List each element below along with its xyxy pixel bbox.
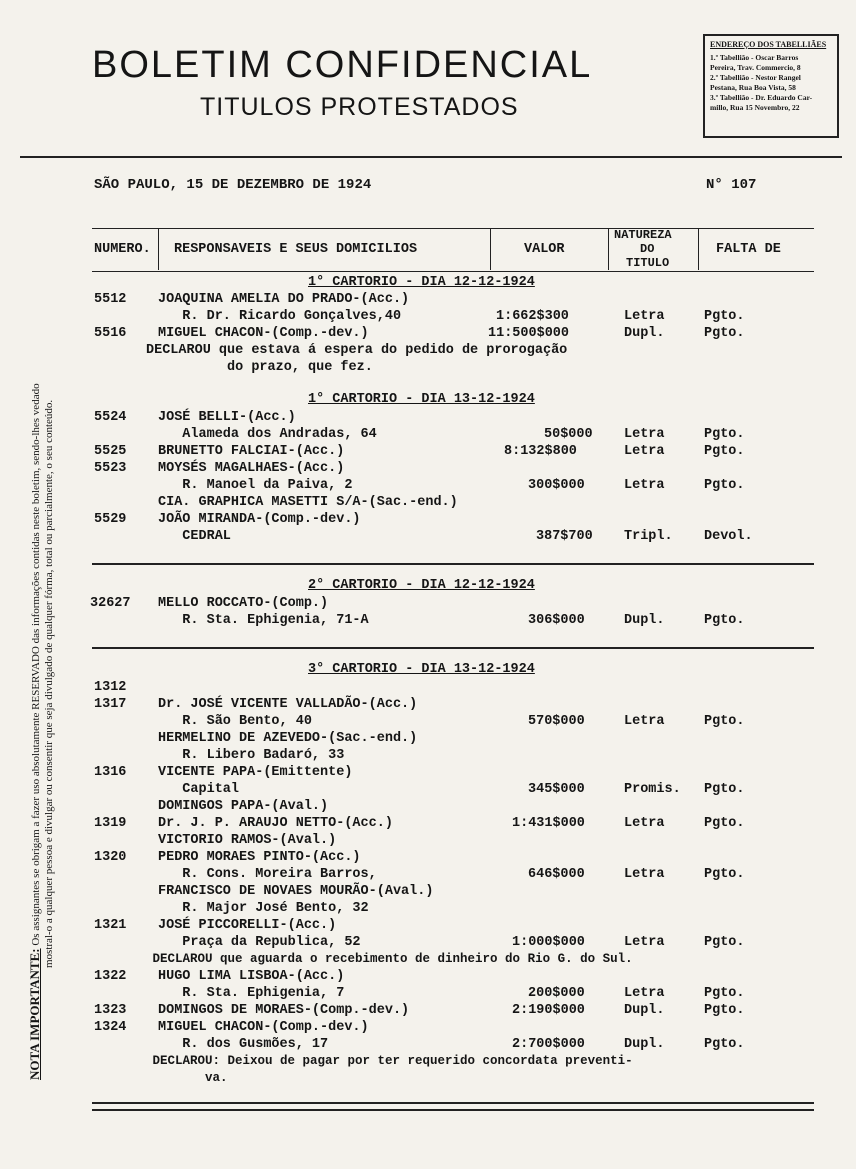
- entry-falta: Pgto.: [704, 867, 745, 882]
- bulletin-number: N° 107: [706, 177, 757, 193]
- entry-text: R. Major José Bento, 32: [158, 901, 369, 916]
- entry-text: JOAQUINA AMELIA DO PRADO-(Acc.): [158, 292, 410, 307]
- side-note-line: mostral-o a qualquer pessoa e divulgar ou consentir que seja divulgado de qualquer fórma, total ou parcialmente, o seu conteúdo.: [43, 399, 55, 968]
- column-divider: [490, 228, 491, 270]
- entry-value: 2:190$000: [512, 1003, 585, 1018]
- cartorio-heading: 2° CARTORIO - DIA 12-12-1924: [308, 578, 535, 593]
- cartorio-heading: 1° CARTORIO - DIA 12-12-1924: [308, 275, 535, 290]
- entry-value: 1:662$300: [496, 309, 569, 324]
- column-numero: NUMERO.: [94, 242, 151, 257]
- entry-nature: Promis.: [624, 782, 681, 797]
- tabelliaes-address-box: [703, 34, 839, 138]
- entry-value: 11:500$000: [488, 326, 570, 341]
- entry-text: JOÃO MIRANDA-(Comp.-dev.): [158, 512, 361, 527]
- entry-text: R. Libero Badaró, 33: [158, 748, 345, 763]
- entry-falta: Pgto.: [704, 986, 745, 1001]
- footer-rule: [92, 1102, 814, 1104]
- entry-text: BRUNETTO FALCIAI-(Acc.): [158, 444, 345, 459]
- side-note-line: Os assignantes se obrigam a fazer uso absolutamente RESERVADO das informações contidas neste boletim, sendo-lhes vedado: [30, 383, 42, 946]
- entry-text: VICENTE PAPA-(Emittente): [158, 765, 353, 780]
- entry-nature: Dupl.: [624, 1003, 665, 1018]
- entry-falta: Pgto.: [704, 427, 745, 442]
- entry-text: JOSÉ BELLI-(Acc.): [158, 410, 296, 425]
- address-line: Pereira, Trav. Commercio, 8: [710, 63, 801, 72]
- entry-value: 1:431$000: [512, 816, 585, 831]
- entry-number: 1319: [94, 816, 127, 831]
- address-box-title: ENDEREÇO DOS TABELLIÃES: [710, 40, 827, 49]
- entry-text: MIGUEL CHACON-(Comp.-dev.): [158, 326, 369, 341]
- entry-value: 306$000: [528, 613, 585, 628]
- entry-number: 1321: [94, 918, 127, 933]
- cartorio-heading: 3° CARTORIO - DIA 13-12-1924: [308, 662, 535, 677]
- entry-text: MIGUEL CHACON-(Comp.-dev.): [158, 1020, 369, 1035]
- entry-number: 5512: [94, 292, 127, 307]
- address-line: Pestana, Rua Boa Vista, 58: [710, 83, 796, 92]
- entry-text: VICTORIO RAMOS-(Aval.): [158, 833, 337, 848]
- entry-text: R. Cons. Moreira Barros,: [158, 867, 377, 882]
- entry-nature: Dupl.: [624, 613, 665, 628]
- entry-number: 5523: [94, 461, 127, 476]
- column-valor: VALOR: [524, 242, 565, 257]
- declaration-text: va.: [130, 1071, 228, 1085]
- entry-value: 8:132$800: [504, 444, 577, 459]
- entry-text: FRANCISCO DE NOVAES MOURÃO-(Aval.): [158, 884, 434, 899]
- entry-number: 1322: [94, 969, 127, 984]
- declaration-text: DECLAROU: Deixou de pagar por ter requerido concordata preventi-: [130, 1054, 633, 1068]
- entry-text: JOSÉ PICCORELLI-(Acc.): [158, 918, 337, 933]
- entry-falta: Pgto.: [704, 935, 745, 950]
- entry-value: 200$000: [528, 986, 585, 1001]
- column-natureza: NATUREZA: [614, 228, 672, 242]
- entry-falta: Pgto.: [704, 816, 745, 831]
- entry-number: 5529: [94, 512, 127, 527]
- column-divider: [608, 228, 609, 270]
- entry-value: 646$000: [528, 867, 585, 882]
- entry-value: 345$000: [528, 782, 585, 797]
- entry-text: DOMINGOS DE MORAES-(Comp.-dev.): [158, 1003, 410, 1018]
- entry-text: Praça da Republica, 52: [158, 935, 361, 950]
- entry-text: R. São Bento, 40: [158, 714, 312, 729]
- entry-number: 1316: [94, 765, 127, 780]
- entry-text: Dr. J. P. ARAUJO NETTO-(Acc.): [158, 816, 393, 831]
- column-divider: [158, 228, 159, 270]
- entry-text: R. Manoel da Paiva, 2: [158, 478, 353, 493]
- entry-nature: Letra: [624, 309, 665, 324]
- column-falta: FALTA DE: [716, 242, 781, 257]
- entry-nature: Letra: [624, 867, 665, 882]
- entry-falta: Pgto.: [704, 309, 745, 324]
- entry-number: 1320: [94, 850, 127, 865]
- masthead-divider: [20, 156, 842, 158]
- page-title: BOLETIM CONFIDENCIAL: [92, 44, 593, 86]
- entry-falta: Pgto.: [704, 1037, 745, 1052]
- entry-number: 1317: [94, 697, 127, 712]
- address-line: 3.º Tabellião - Dr. Eduardo Car-: [710, 93, 813, 102]
- entry-nature: Letra: [624, 935, 665, 950]
- entry-number: 5525: [94, 444, 127, 459]
- address-line: 2.º Tabellião - Nestor Rangel: [710, 73, 801, 82]
- dateline: SÃO PAULO, 15 DE DEZEMBRO DE 1924: [94, 177, 372, 193]
- entry-number: 5524: [94, 410, 127, 425]
- entry-value: 50$000: [544, 427, 593, 442]
- entry-number: 1324: [94, 1020, 127, 1035]
- entry-nature: Letra: [624, 427, 665, 442]
- footer-rule: [92, 1109, 814, 1111]
- entry-text: Capital: [158, 782, 240, 797]
- entry-text: PEDRO MORAES PINTO-(Acc.): [158, 850, 361, 865]
- entry-number: 1312: [94, 680, 127, 695]
- section-divider: [92, 563, 814, 565]
- entry-text: MOYSÉS MAGALHAES-(Acc.): [158, 461, 345, 476]
- entry-falta: Pgto.: [704, 714, 745, 729]
- entry-falta: Pgto.: [704, 613, 745, 628]
- entry-falta: Devol.: [704, 529, 753, 544]
- entry-falta: Pgto.: [704, 444, 745, 459]
- entry-text: HUGO LIMA LISBOA-(Acc.): [158, 969, 345, 984]
- entry-text: R. Dr. Ricardo Gonçalves,40: [158, 309, 402, 324]
- entry-text: MELLO ROCCATO-(Comp.): [158, 596, 329, 611]
- entry-falta: Pgto.: [704, 478, 745, 493]
- entry-nature: Letra: [624, 478, 665, 493]
- entry-value: 2:700$000: [512, 1037, 585, 1052]
- page-subtitle: TITULOS PROTESTADOS: [200, 93, 519, 121]
- entry-value: 300$000: [528, 478, 585, 493]
- declaration-text: DECLAROU que estava á espera do pedido de prorogação: [146, 343, 568, 358]
- column-natureza: TITULO: [626, 256, 670, 270]
- entry-falta: Pgto.: [704, 782, 745, 797]
- declaration-text: DECLAROU que aguarda o recebimento de dinheiro do Rio G. do Sul.: [130, 952, 633, 966]
- entry-text: Alameda dos Andradas, 64: [158, 427, 377, 442]
- side-note: [28, 230, 56, 1080]
- declaration-text: do prazo, que fez.: [146, 360, 373, 375]
- entry-nature: Letra: [624, 816, 665, 831]
- entry-falta: Pgto.: [704, 1003, 745, 1018]
- address-line: 1.º Tabellião - Oscar Barros: [710, 53, 799, 62]
- entry-nature: Dupl.: [624, 1037, 665, 1052]
- entry-text: Dr. JOSÉ VICENTE VALLADÃO-(Acc.): [158, 697, 418, 712]
- entry-nature: Letra: [624, 986, 665, 1001]
- entry-number: 1323: [94, 1003, 127, 1018]
- entry-value: 570$000: [528, 714, 585, 729]
- entry-text: CIA. GRAPHICA MASETTI S/A-(Sac.-end.): [158, 495, 458, 510]
- entry-value: 1:000$000: [512, 935, 585, 950]
- side-note-label: NOTA IMPORTANTE:: [27, 948, 42, 1080]
- entry-text: CEDRAL: [158, 529, 231, 544]
- entry-value: 387$700: [536, 529, 593, 544]
- entry-text: R. Sta. Ephigenia, 7: [158, 986, 345, 1001]
- entry-text: HERMELINO DE AZEVEDO-(Sac.-end.): [158, 731, 418, 746]
- cartorio-heading: 1° CARTORIO - DIA 13-12-1924: [308, 392, 535, 407]
- entry-text: R. dos Gusmões, 17: [158, 1037, 329, 1052]
- entry-number: 32627: [90, 596, 131, 611]
- entry-number: 5516: [94, 326, 127, 341]
- section-divider: [92, 647, 814, 649]
- entry-nature: Tripl.: [624, 529, 673, 544]
- entry-nature: Letra: [624, 714, 665, 729]
- entry-text: DOMINGOS PAPA-(Aval.): [158, 799, 329, 814]
- entry-nature: Letra: [624, 444, 665, 459]
- entry-falta: Pgto.: [704, 326, 745, 341]
- column-responsaveis: RESPONSAVEIS E SEUS DOMICILIOS: [174, 242, 418, 257]
- column-divider: [698, 228, 699, 270]
- column-natureza: DO: [640, 242, 655, 256]
- entry-nature: Dupl.: [624, 326, 665, 341]
- entry-text: R. Sta. Ephigenia, 71-A: [158, 613, 369, 628]
- address-line: millo, Rua 15 Novembro, 22: [710, 103, 800, 112]
